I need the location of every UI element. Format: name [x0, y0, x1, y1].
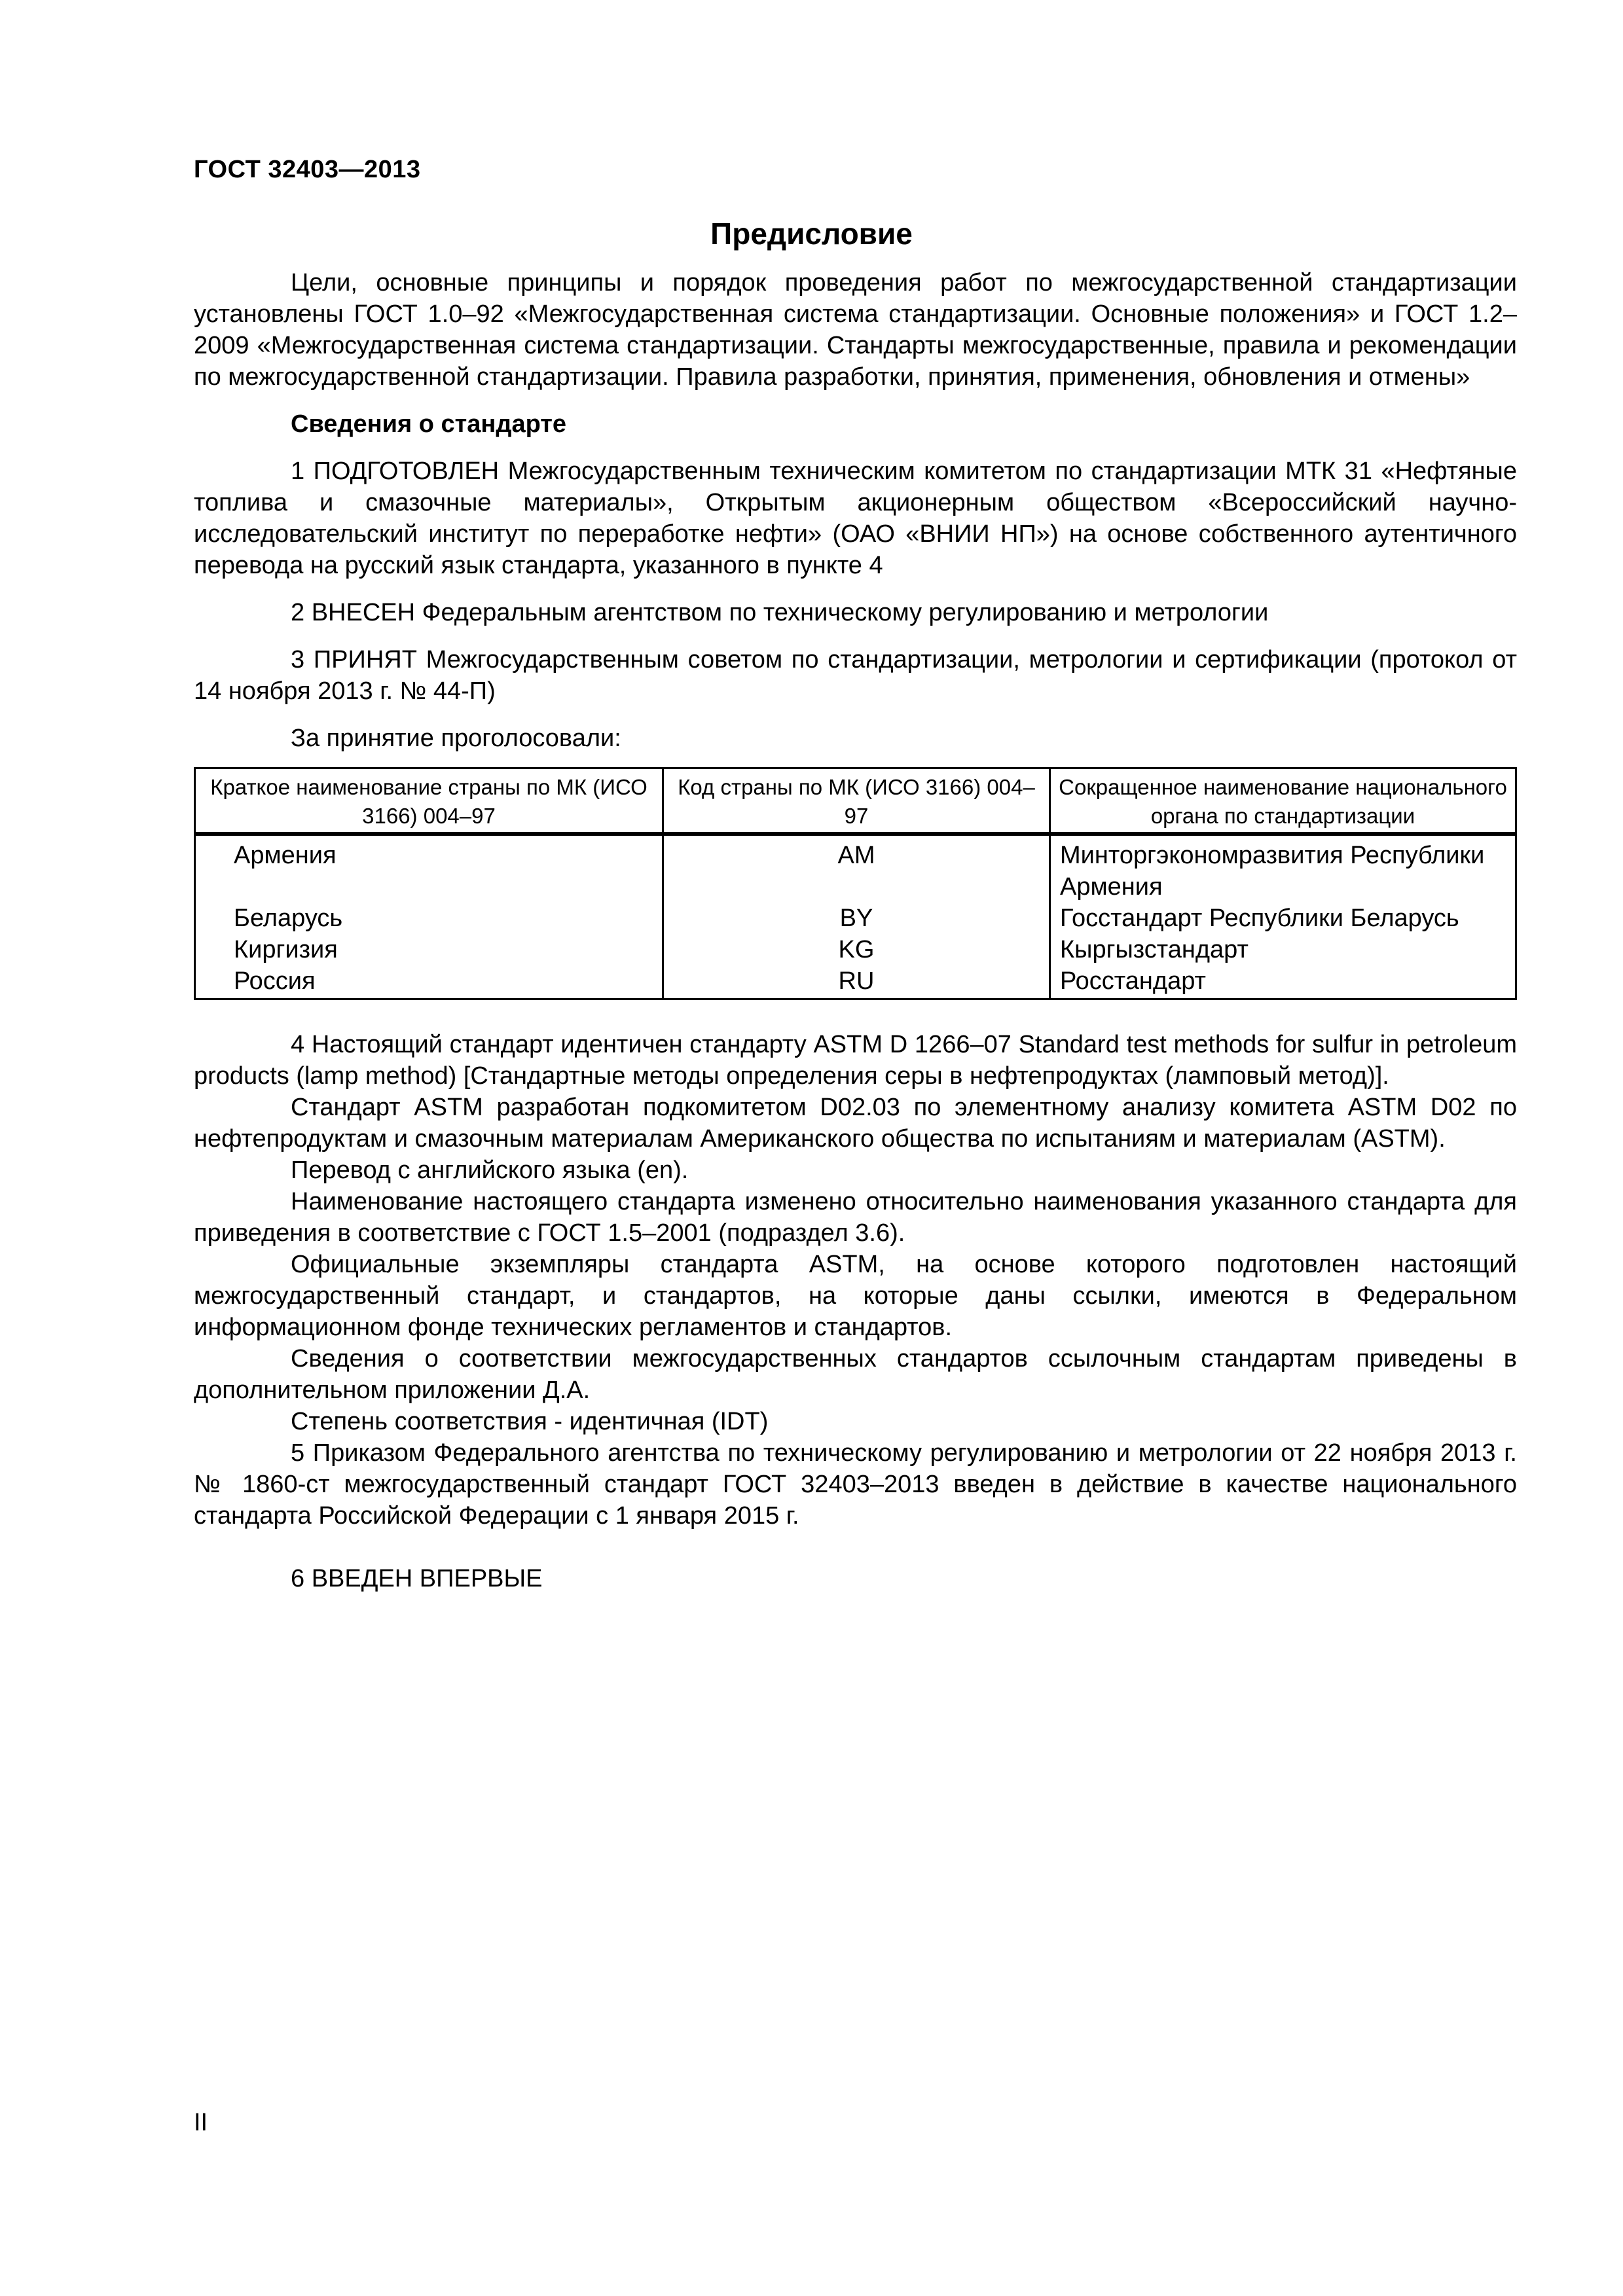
item-5-paragraph: 5 Приказом Федерального агентства по техническому регулированию и метрологии от 22 ноября 2013 г. № 1860-ст межгосударственный стандарт ГОСТ 32403–2013 введен в действие в качестве национального стандарта Российской Федерации с 1 января 2015 г. — [194, 1439, 1517, 1530]
item-4-degree-paragraph: Степень соответствия - идентичная (IDT) — [291, 1408, 769, 1435]
table-row — [195, 903, 1516, 934]
vote-intro: За принятие проголосовали: — [291, 725, 621, 752]
cell-code: KG — [663, 934, 1050, 965]
item-2-paragraph: 2 ВНЕСЕН Федеральным агентством по техническому регулированию и метрологии — [291, 599, 1269, 626]
item-4-name-change-paragraph: Наименование настоящего стандарта изменено относительно наименования указанного стандарта для приведения в соответствие с ГОСТ 1.5–2001 (подраздел 3.6). — [194, 1188, 1517, 1247]
cell-country: Армения — [195, 834, 663, 903]
header-org: Сокращенное наименование национального органа по стандартизации — [1050, 768, 1516, 834]
item-1-paragraph: 1 ПОДГОТОВЛЕН Межгосударственным техническим комитетом по стандартизации МТК 31 «Нефтяные топлива и смазочные материалы», Открытым акционерным обществом «Всероссийский научно-исследовательский институт по переработке нефти» (ОАО «ВНИИ НП») на основе собственного аутентичного перевода на русский язык стандарта, указанного в пункте 4 — [194, 457, 1517, 579]
header-code: Код страны по МК (ИСО 3166) 004–97 — [663, 768, 1050, 834]
cell-code: RU — [663, 965, 1050, 999]
page-title: Предисловие — [710, 217, 913, 251]
cell-code: BY — [663, 903, 1050, 934]
cell-org: Госстандарт Республики Беларусь — [1050, 903, 1516, 934]
intro-paragraph: Цели, основные принципы и порядок проведения работ по межгосударственной стандартизации установлены ГОСТ 1.0–92 «Межгосударственная система стандартизации. Основные положения» и ГОСТ 1.2–2009 «Межгосударственная система стандартизации. Стандарты межгосударственные, правила и рекомендации по межгосударственной стандартизации. Правила разработки, принятия, применения, обновления и отмены» — [194, 269, 1517, 391]
item-4-paragraph: 4 Настоящий стандарт идентичен стандарту ASTM D 1266–07 Standard test methods for sulfur in petroleum products (lamp method) [Стандартные методы определения серы в нефтепродуктах (ламповый метод)]. — [194, 1031, 1517, 1090]
cell-org: Кыргызстандарт — [1050, 934, 1516, 965]
item-6-paragraph: 6 ВВЕДЕН ВПЕРВЫЕ — [291, 1565, 543, 1592]
section-heading: Сведения о стандарте — [291, 410, 567, 438]
votes-table — [194, 767, 1517, 1000]
item-4-correspondence-paragraph: Сведения о соответствии межгосударственных стандартов ссылочным стандартам приведены в дополнительном приложении Д.А. — [194, 1345, 1517, 1404]
document-code: ГОСТ 32403—2013 — [194, 156, 421, 183]
document-body — [194, 267, 1517, 1594]
item-4-translation-paragraph: Перевод с английского языка (en). — [291, 1157, 689, 1184]
item-4-official-copies-paragraph: Официальные экземпляры стандарта ASTM, на основе которого подготовлен настоящий межгосударственный стандарт, и стандартов, на которые даны ссылки, имеются в Федеральном информационном фонде технических регламентов и стандартов. — [194, 1251, 1517, 1341]
cell-country: Россия — [195, 965, 663, 999]
table-header-row — [195, 768, 1516, 834]
header-country: Краткое наименование страны по МК (ИСО 3166) 004–97 — [195, 768, 663, 834]
cell-code: AM — [663, 834, 1050, 903]
table-row — [195, 834, 1516, 903]
cell-country: Киргизия — [195, 934, 663, 965]
item-4-astm-paragraph: Стандарт ASTM разработан подкомитетом D02.03 по элементному анализу комитета ASTM D02 по нефтепродуктам и смазочным материалам Американского общества по испытаниям и материалам (ASTM). — [194, 1094, 1517, 1153]
cell-country: Беларусь — [195, 903, 663, 934]
cell-org: Минторгэкономразвития Республики Армения — [1050, 834, 1516, 903]
table-row — [195, 965, 1516, 999]
page-number: II — [194, 2109, 208, 2136]
cell-org: Росстандарт — [1050, 965, 1516, 999]
table-row — [195, 934, 1516, 965]
item-3-paragraph: 3 ПРИНЯТ Межгосударственным советом по стандартизации, метрологии и сертификации (протокол от 14 ноября 2013 г. № 44-П) — [194, 646, 1517, 705]
